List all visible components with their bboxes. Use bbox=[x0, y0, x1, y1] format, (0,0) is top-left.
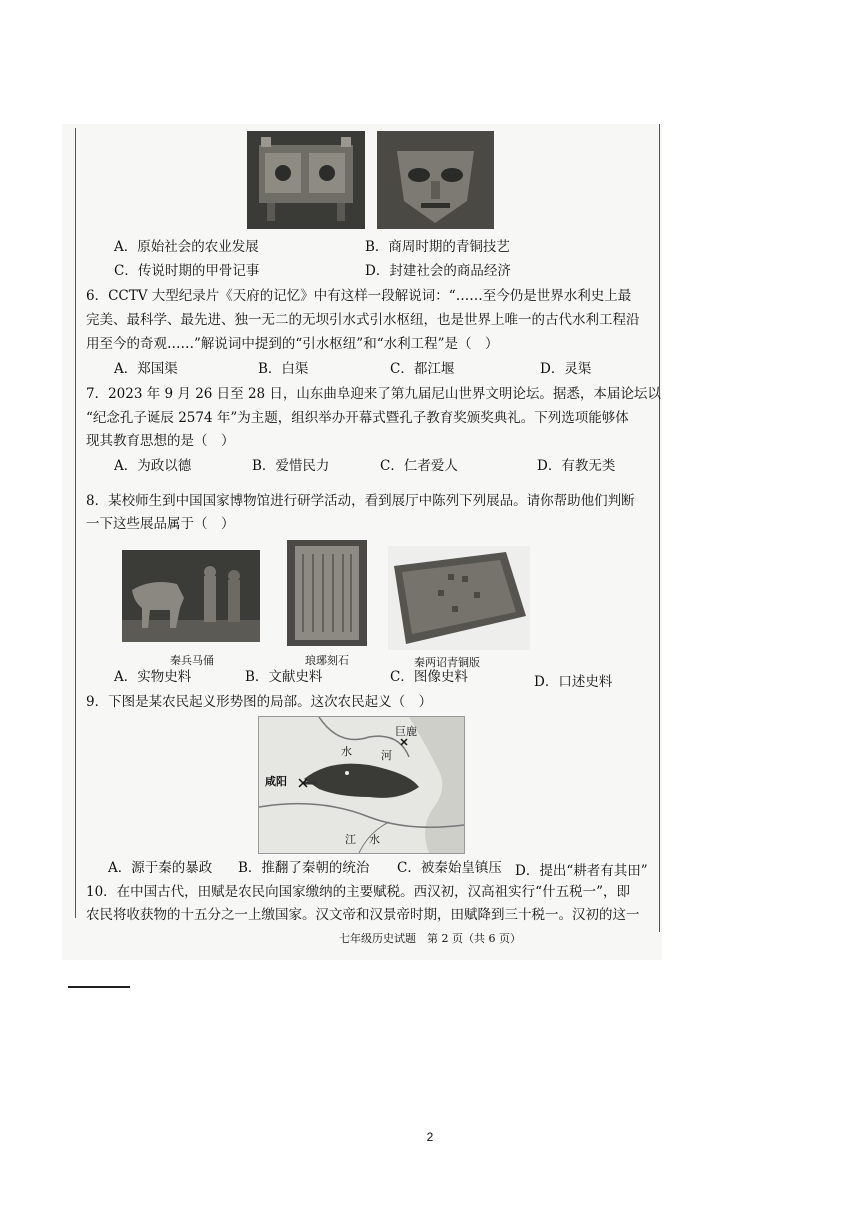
qin-bronze-plate-photo bbox=[388, 546, 530, 650]
q7-option-a: A．为政以德 bbox=[114, 458, 192, 474]
q9-option-c: C．被秦始皇镇压 bbox=[397, 860, 502, 876]
q6-line-2: 完美、最科学、最先进、独一无二的无坝引水式引水枢纽，也是世界上唯一的古代水利工程沿 bbox=[86, 312, 640, 328]
right-margin-line bbox=[659, 124, 660, 932]
q6-line-3: 用至今的奇观……”解说词中提到的“引水枢纽”和“水利工程”是（ ） bbox=[86, 336, 499, 352]
map-label-water-1: 水 bbox=[341, 745, 352, 758]
q9-option-d: D．提出“耕者有其田” bbox=[515, 863, 648, 879]
q7-option-b: B．爱惜民力 bbox=[252, 458, 330, 474]
q8-caption-2: 琅琊刻石 bbox=[305, 654, 349, 667]
q8-line-1: 8．某校师生到中国国家博物馆进行研学活动，看到展厅中陈列下列展品。请你帮助他们判断 bbox=[86, 493, 635, 509]
map-label-water-3: 水 bbox=[369, 833, 380, 846]
map-label-jiang: 江 bbox=[345, 833, 356, 846]
map-label-water-2: 河 bbox=[381, 749, 392, 762]
q8-option-a: A．实物史料 bbox=[114, 669, 192, 685]
bronze-ding-photo bbox=[247, 131, 365, 229]
q6-option-d: D．灵渠 bbox=[540, 361, 592, 377]
q5-option-a: A．原始社会的农业发展 bbox=[114, 239, 259, 255]
q8-caption-1: 秦兵马俑 bbox=[170, 654, 214, 667]
q6-option-a: A．郑国渠 bbox=[114, 361, 178, 377]
terracotta-army-photo bbox=[122, 550, 260, 642]
q10-line-2: 农民将收获物的十五分之一上缴国家。汉文帝和汉景帝时期，田赋降到三十税一。汉初的这一 bbox=[86, 907, 640, 923]
q7-option-c: C．仁者爱人 bbox=[380, 458, 458, 474]
q8-option-b: B．文献史料 bbox=[245, 669, 323, 685]
bronze-mask-photo bbox=[377, 131, 494, 229]
map-label-julu: 巨鹿 bbox=[395, 725, 417, 738]
q5-option-b: B．商周时期的青铜技艺 bbox=[365, 239, 510, 255]
q7-line-3: 现其教育思想的是（ ） bbox=[86, 433, 235, 449]
map-label-xianyang: 咸阳 bbox=[265, 775, 287, 788]
q9-option-b: B．推翻了秦朝的统治 bbox=[238, 860, 370, 876]
q7-option-d: D．有教无类 bbox=[537, 458, 616, 474]
q8-caption-3: 秦两诏青铜版 bbox=[414, 656, 480, 669]
q8-line-2: 一下这些展品属于（ ） bbox=[86, 516, 235, 532]
q6-option-c: C．都江堰 bbox=[390, 361, 455, 377]
page-number: 2 bbox=[426, 1130, 434, 1144]
q9-option-a: A．源于秦的暴政 bbox=[108, 860, 213, 876]
langya-stele-photo bbox=[287, 540, 367, 646]
q10-line-1: 10．在中国古代，田赋是农民向国家缴纳的主要赋税。西汉初，汉高祖实行“什五税一”，即 bbox=[86, 884, 630, 900]
q8-option-c: C．图像史料 bbox=[390, 669, 468, 685]
exam-footer: 七年级历史试题 第 2 页（共 6 页） bbox=[339, 932, 521, 945]
q9-line: 9．下图是某农民起义形势图的局部。这次农民起义（ ） bbox=[86, 694, 433, 710]
peasant-uprising-map bbox=[258, 716, 465, 854]
q6-option-b: B．白渠 bbox=[258, 361, 309, 377]
q8-option-d: D．口述史料 bbox=[534, 674, 613, 690]
q5-option-c: C．传说时期的甲骨记事 bbox=[114, 263, 260, 279]
q7-line-1: 7．2023 年 9 月 26 日至 28 日，山东曲阜迎来了第九届尼山世界文明论坛。据悉，本届论坛以 bbox=[86, 386, 661, 402]
q7-line-2: “纪念孔子诞辰 2574 年”为主题，组织举办开幕式暨孔子教育奖颁奖典礼。下列选项能够体 bbox=[86, 410, 629, 426]
q6-line-1: 6．CCTV 大型纪录片《天府的记忆》中有这样一段解说词：“……至今仍是世界水利史上最 bbox=[86, 288, 632, 304]
q5-option-d: D．封建社会的商品经济 bbox=[365, 263, 511, 279]
left-margin-line bbox=[75, 128, 76, 918]
scan-mark bbox=[68, 986, 130, 988]
